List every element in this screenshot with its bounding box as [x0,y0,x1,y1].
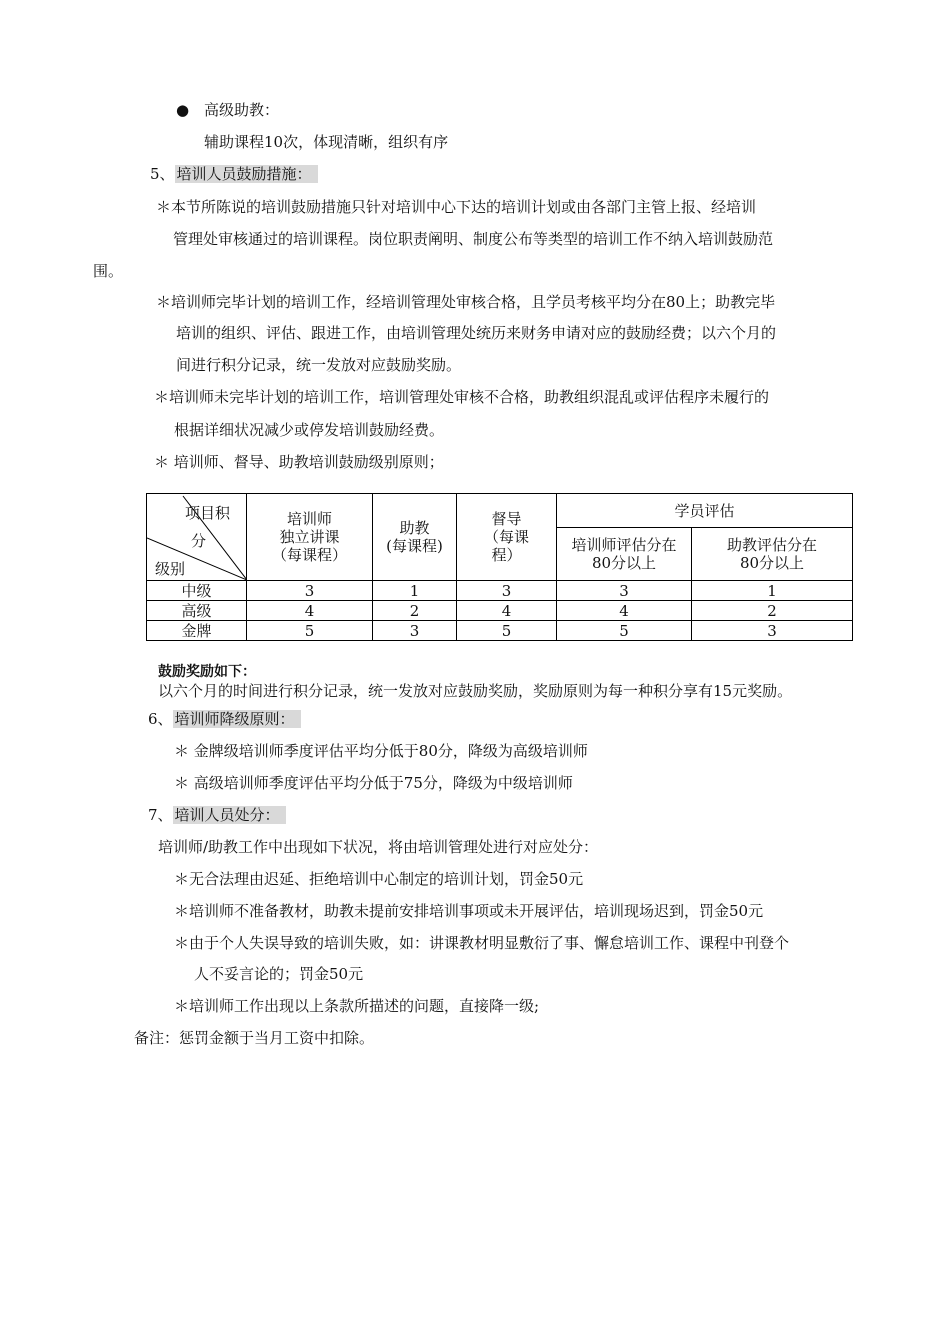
row-trainer-score: 4 [557,601,692,621]
reward-level-table [146,493,853,641]
row-assistant-score: 3 [692,621,853,641]
section7-heading [148,805,286,825]
row-level: 金牌 [147,621,247,641]
row-trainer: 5 [247,621,373,641]
row-assistant: 3 [373,621,457,641]
s6-item1: ＊ 金牌级培训师季度评估平均分低于80分，降级为高级培训师 [174,742,588,760]
s7-item3-line2: 人不妥言论的；罚金50元 [194,965,364,983]
row-trainer-score: 3 [557,581,692,601]
row-assistant: 1 [373,581,457,601]
s7-item2: ＊培训师不准备教材，助教未提前安排培训事项或未开展评估，培训现场迟到，罚金50元 [174,902,764,920]
row-supervisor: 4 [457,601,557,621]
s7-item4: ＊培训师工作出现以上条款所描述的问题，直接降一级; [174,997,540,1015]
row-supervisor: 3 [457,581,557,601]
note: 备注：惩罚金额于当月工资中扣除。 [134,1029,375,1047]
header-supervisor: 督导 （每课 程） [457,494,557,581]
row-level: 中级 [147,581,247,601]
table-row [147,601,853,621]
senior-assistant-title: 高级助教： [204,101,280,119]
section7-number: 7、 [148,806,173,824]
row-assistant-score: 2 [692,601,853,621]
s5-paragraph2-line2: 培训的组织、评估、跟进工作，由培训管理处统历来财务申请对应的鼓励经费；以六个月的 [176,324,777,342]
s7-item1: ＊无合法理由迟延、拒绝培训中心制定的培训计划，罚金50元 [174,870,584,888]
s7-intro: 培训师/助教工作中出现如下状况，将由培训管理处进行对应处分： [158,838,599,856]
s5-paragraph3-line2: 根据详细状况减少或停发培训鼓励经费。 [174,421,445,439]
corner-bottom-label: 级别 [155,560,186,578]
s5-paragraph3-line1: ＊培训师未完毕计划的培训工作，培训管理处审核不合格，助教组织混乱或评估程序未履行的 [154,388,770,406]
corner-top-label: 项目积 [185,504,231,522]
reward-text: 以六个月的时间进行积分记录，统一发放对应鼓励奖励，奖励原则为每一种积分享有15元奖励。 [158,682,793,700]
table-row [147,581,853,601]
row-trainer-score: 5 [557,621,692,641]
s5-paragraph1-line1: ＊本节所陈说的培训鼓励措施只针对培训中心下达的培训计划或由各部门主管上报、经培训 [156,198,757,216]
row-level: 高级 [147,601,247,621]
section5-title: 培训人员鼓励措施： [175,165,318,183]
header-assistant-score: 助教评估分在 80分以上 [692,528,853,581]
section6-title: 培训师降级原则： [173,710,301,728]
s5-paragraph2-line3: 间进行积分记录，统一发放对应鼓励奖励。 [176,356,462,374]
reward-title: 鼓励奖励如下： [158,664,256,680]
s5-paragraph4: ＊ 培训师、督导、助教培训鼓励级别原则； [154,453,444,471]
table-corner-cell [147,494,247,581]
row-supervisor: 5 [457,621,557,641]
header-assistant: 助教 (每课程) [373,494,457,581]
bullet-icon: ● [176,101,190,119]
row-trainer: 3 [247,581,373,601]
s6-item2: ＊ 高级培训师季度评估平均分低于75分，降级为中级培训师 [174,774,573,792]
section6-heading [148,709,301,729]
section7-title: 培训人员处分： [173,806,286,824]
header-student-eval: 学员评估 [557,494,853,528]
header-trainer-score: 培训师评估分在 80分以上 [557,528,692,581]
row-assistant-score: 1 [692,581,853,601]
section5-heading [150,164,318,184]
table-row [147,621,853,641]
s7-item3-line1: ＊由于个人失误导致的培训失败，如：讲课教材明显敷衍了事、懈怠培训工作、课程中刊登个 [174,934,790,952]
corner-mid-label: 分 [191,532,207,550]
s5-paragraph1-line3: 围。 [93,262,124,280]
section5-number: 5、 [150,165,175,183]
header-trainer: 培训师 独立讲课 （每课程） [247,494,373,581]
s5-paragraph1-line2: 管理处审核通过的培训课程。岗位职责阐明、制度公布等类型的培训工作不纳入培训鼓励范 [173,230,774,248]
senior-assistant-desc: 辅助课程10次，体现清晰，组织有序 [204,133,449,151]
row-trainer: 4 [247,601,373,621]
s5-paragraph2-line1: ＊培训师完毕计划的培训工作，经培训管理处审核合格，且学员考核平均分在80上；助教完毕 [156,293,776,311]
section6-number: 6、 [148,710,173,728]
row-assistant: 2 [373,601,457,621]
